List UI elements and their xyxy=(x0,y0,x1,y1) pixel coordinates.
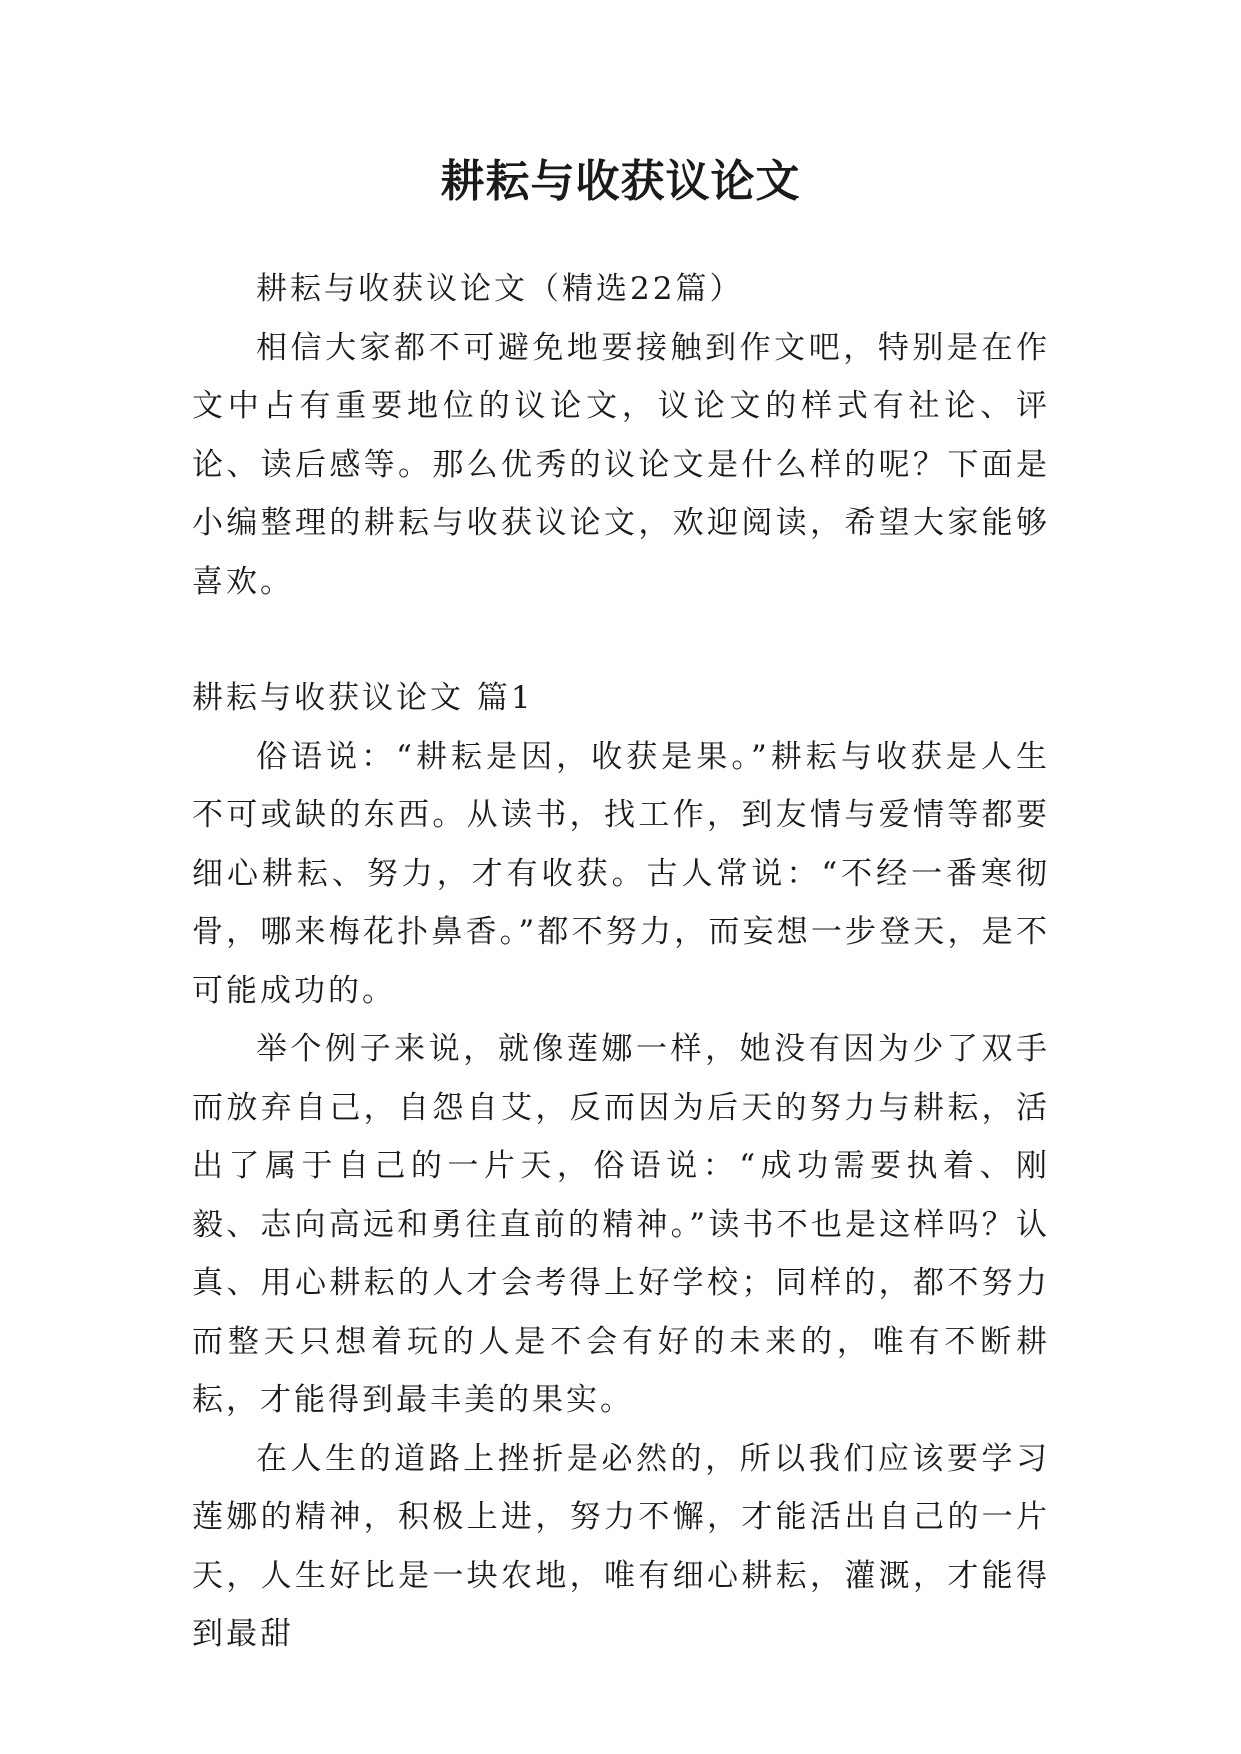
intro-paragraph: 相信大家都不可避免地要接触到作文吧，特别是在作文中占有重要地位的议论文，议论文的样式有社论、评论、读后感等。那么优秀的议论文是什么样的呢？下面是小编整理的耕耘与收获议论文，欢迎阅读，希望大家能够喜欢。 xyxy=(192,329,1050,600)
document-title: 耕耘与收获议论文 xyxy=(440,156,801,207)
document-body xyxy=(192,260,1050,1664)
section-heading: 耕耘与收获议论文 篇1 xyxy=(192,680,534,716)
body-paragraph-2: 举个例子来说，就像莲娜一样，她没有因为少了双手而放弃自己，自怨自艾，反而因为后天的努力与耕耘，活出了属于自己的一片天，俗语说：“成功需要执着、刚毅、志向高远和勇往直前的精神。”读书不也是这样吗？认真、用心耕耘的人才会考得上好学校；同样的，都不努力而整天只想着玩的人是不会有好的未来的，唯有不断耕耘，才能得到最丰美的果实。 xyxy=(192,1031,1050,1418)
body-paragraph-1: 俗语说：“耕耘是因，收获是果。”耕耘与收获是人生不可或缺的东西。从读书，找工作，到友情与爱情等都要细心耕耘、努力，才有收获。古人常说：“不经一番寒彻骨，哪来梅花扑鼻香。”都不努力，而妄想一步登天，是不可能成功的。 xyxy=(192,738,1050,1009)
body-paragraph-3: 在人生的道路上挫折是必然的，所以我们应该要学习莲娜的精神，积极上进，努力不懈，才能活出自己的一片天，人生好比是一块农地，唯有细心耕耘，灌溉，才能得到最甜 xyxy=(192,1440,1050,1652)
document-subtitle: 耕耘与收获议论文（精选22篇） xyxy=(256,271,744,307)
